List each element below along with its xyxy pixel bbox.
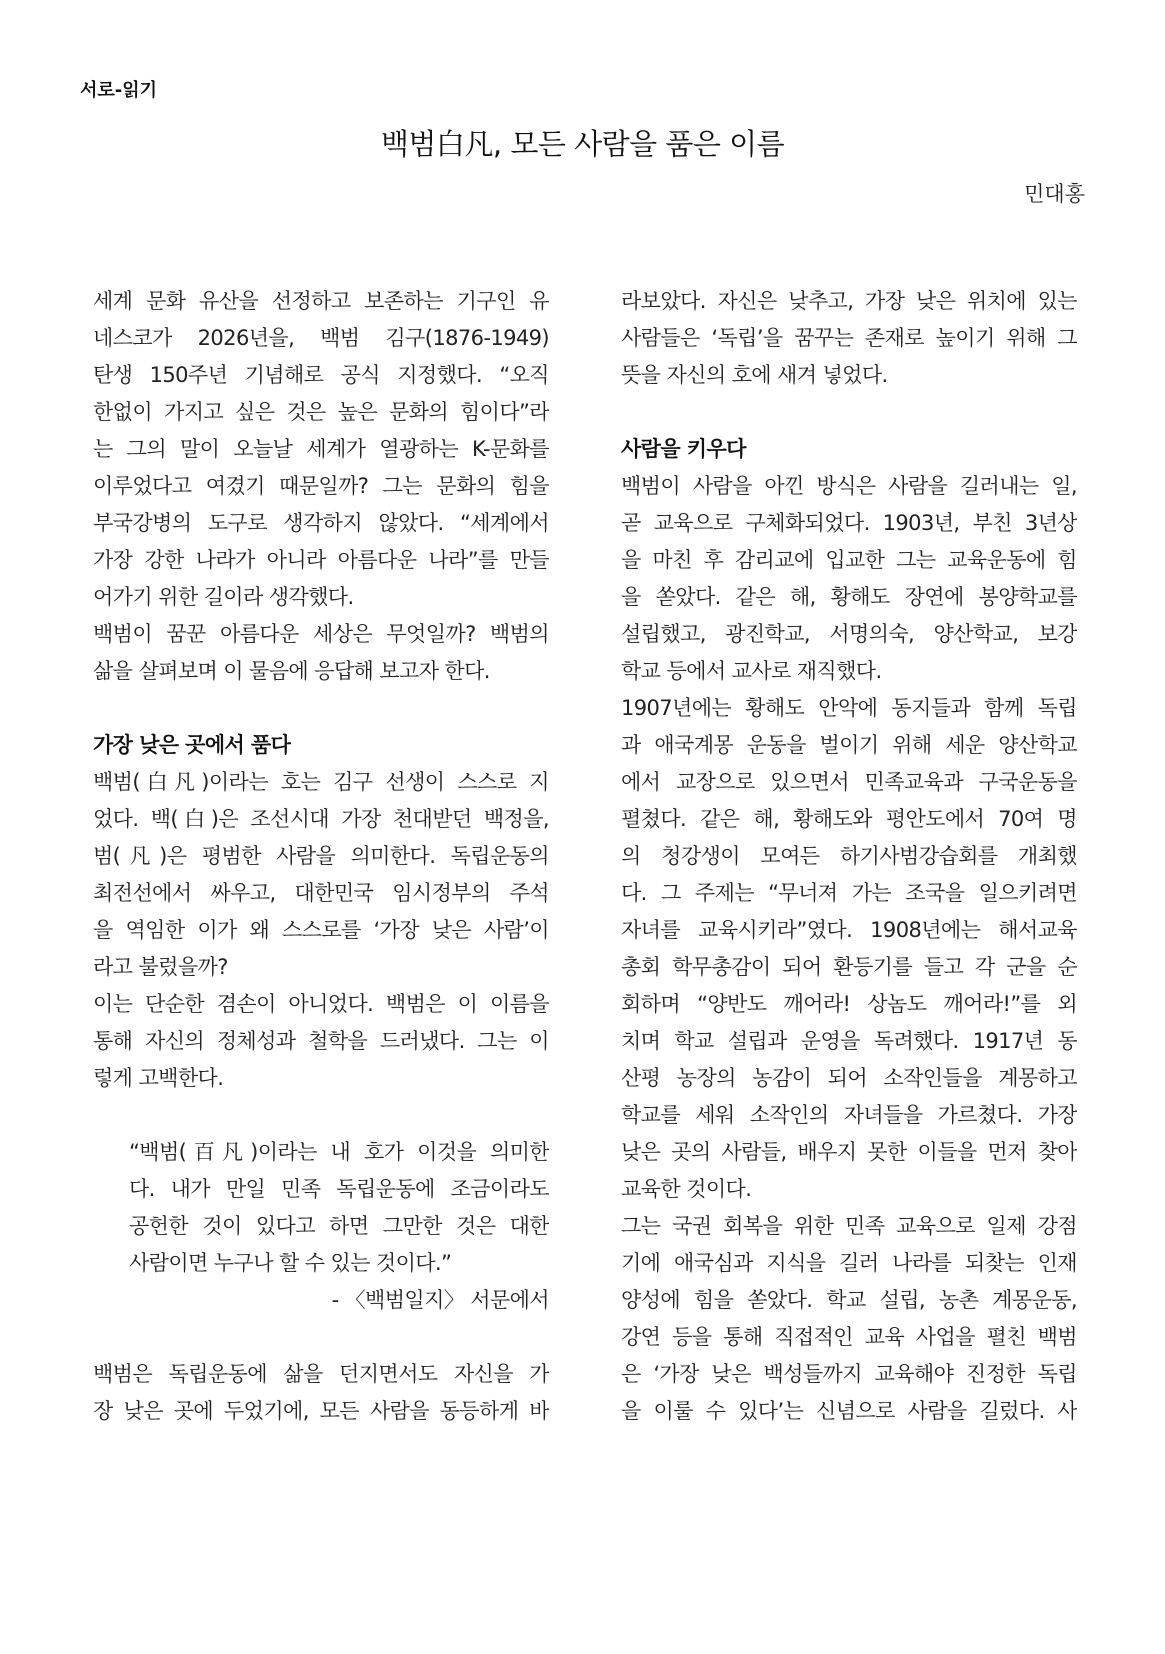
quote-line: 다. 내가 만일 민족 독립운동에 조금이라도 bbox=[129, 1177, 549, 1201]
quote-source: - 〈백범일지〉 서문에서 bbox=[331, 1288, 549, 1312]
text-line: 총회 학무총감이 되어 환등기를 들고 각 군을 순 bbox=[621, 955, 1077, 979]
text-line: 강연 등을 통해 직접적인 교육 사업을 펼친 백범 bbox=[621, 1325, 1077, 1349]
text-line: 산평 농장의 농감이 되어 소작인들을 계몽하고 bbox=[621, 1066, 1077, 1090]
text-line: 네스코가 2026년을, 백범 김구(1876-1949) bbox=[93, 326, 549, 350]
text-line: 설립했고, 광진학교, 서명의숙, 양산학교, 보강 bbox=[621, 622, 1077, 646]
text-line: 학교를 세워 소작인의 자녀들을 가르쳤다. 가장 bbox=[621, 1103, 1077, 1127]
text-line: 은 ‘가장 낮은 백성들까지 교육해야 진정한 독립 bbox=[621, 1362, 1077, 1386]
text-line: 회하며 “양반도 깨어라! 상놈도 깨어라!”를 외 bbox=[621, 992, 1077, 1016]
text-line: 백범이 꿈꾼 아름다운 세상은 무엇일까? 백범의 bbox=[93, 622, 549, 646]
text-line: 가장 강한 나라가 아니라 아름다운 나라”를 만들 bbox=[93, 548, 549, 572]
text-line: 치며 학교 설립과 운영을 독려했다. 1917년 동 bbox=[621, 1029, 1077, 1053]
text-line: 을 이룰 수 있다’는 신념으로 사람을 길렀다. 사 bbox=[621, 1399, 1077, 1423]
section-heading: 사람을 키우다 bbox=[621, 437, 746, 461]
text-line: 최전선에서 싸우고, 대한민국 임시정부의 주석 bbox=[93, 881, 549, 905]
text-line: 양성에 힘을 쏟았다. 학교 설립, 농촌 계몽운동, bbox=[621, 1288, 1077, 1312]
right-column bbox=[621, 283, 1077, 1430]
text-line: 기에 애국심과 지식을 길러 나라를 되찾는 인재 bbox=[621, 1251, 1077, 1275]
section-label: 서로-읽기 bbox=[80, 80, 158, 101]
text-line: 는 그의 말이 오늘날 세계가 열광하는 K-문화를 bbox=[93, 437, 549, 461]
text-line: 1907년에는 황해도 안악에 동지들과 함께 독립 bbox=[621, 696, 1077, 720]
text-line: 삶을 살펴보며 이 물음에 응답해 보고자 한다. bbox=[93, 659, 490, 683]
text-line: 백범(白凡)이라는 호는 김구 선생이 스스로 지 bbox=[93, 770, 549, 794]
text-line: 렇게 고백한다. bbox=[93, 1066, 224, 1090]
paragraph bbox=[93, 283, 549, 616]
paragraph bbox=[93, 1356, 549, 1430]
quote-line: 사람이면 누구나 할 수 있는 것이다.” bbox=[129, 1251, 452, 1275]
text-line: 곧 교육으로 구체화되었다. 1903년, 부친 3년상 bbox=[621, 511, 1077, 535]
block-quote bbox=[93, 1134, 549, 1319]
text-line: 펼쳤다. 같은 해, 황해도와 평안도에서 70여 명 bbox=[621, 807, 1077, 831]
paragraph bbox=[621, 690, 1077, 1208]
paragraph bbox=[93, 764, 549, 986]
paragraph bbox=[93, 616, 549, 690]
text-line: 었다. 백(白)은 조선시대 가장 천대받던 백정을, bbox=[93, 807, 549, 831]
article-title: 백범白凡, 모든 사람을 품은 이름 bbox=[380, 127, 785, 161]
text-line: 뜻을 자신의 호에 새겨 넣었다. bbox=[621, 363, 888, 387]
text-line: 백범이 사람을 아낀 방식은 사람을 길러내는 일, bbox=[621, 474, 1077, 498]
text-line: 이루었다고 여겼기 때문일까? 그는 문화의 힘을 bbox=[93, 474, 549, 498]
text-line: 백범은 독립운동에 삶을 던지면서도 자신을 가 bbox=[93, 1362, 549, 1386]
text-line: 교육한 것이다. bbox=[621, 1177, 752, 1201]
text-line: 낮은 곳의 사람들, 배우지 못한 이들을 먼저 찾아 bbox=[621, 1140, 1077, 1164]
text-line: 장 낮은 곳에 두었기에, 모든 사람을 동등하게 바 bbox=[93, 1399, 549, 1423]
text-line: 한없이 가지고 싶은 것은 높은 문화의 힘이다”라 bbox=[93, 400, 549, 424]
quote-line: “백범(百凡)이라는 내 호가 이것을 의미한 bbox=[129, 1140, 549, 1164]
paragraph bbox=[621, 1208, 1077, 1430]
text-line: 사람들은 ‘독립’을 꿈꾸는 존재로 높이기 위해 그 bbox=[621, 326, 1077, 350]
text-line: 의 청강생이 모여든 하기사범강습회를 개최했 bbox=[621, 844, 1077, 868]
text-line: 이는 단순한 겸손이 아니었다. 백범은 이 이름을 bbox=[93, 992, 549, 1016]
paragraph bbox=[621, 468, 1077, 690]
text-line: 을 역임한 이가 왜 스스로를 ‘가장 낮은 사람’이 bbox=[93, 918, 549, 942]
quote-line: 공헌한 것이 있다고 하면 그만한 것은 대한 bbox=[129, 1214, 549, 1238]
text-line: 을 쏟았다. 같은 해, 황해도 장연에 봉양학교를 bbox=[621, 585, 1077, 609]
text-line: 라보았다. 자신은 낮추고, 가장 낮은 위치에 있는 bbox=[621, 289, 1077, 313]
author-name: 민대홍 bbox=[1024, 182, 1085, 206]
text-line: 어가기 위한 길이라 생각했다. bbox=[93, 585, 354, 609]
left-column bbox=[93, 283, 549, 1430]
text-line: 에서 교장으로 있으면서 민족교육과 구국운동을 bbox=[621, 770, 1077, 794]
text-line: 범(凡)은 평범한 사람을 의미한다. 독립운동의 bbox=[93, 844, 549, 868]
text-line: 부국강병의 도구로 생각하지 않았다. “세계에서 bbox=[93, 511, 549, 535]
paragraph bbox=[93, 986, 549, 1097]
text-line: 통해 자신의 정체성과 철학을 드러냈다. 그는 이 bbox=[93, 1029, 549, 1053]
text-line: 다. 그 주제는 “무너져 가는 조국을 일으키려면 bbox=[621, 881, 1077, 905]
text-line: 과 애국계몽 운동을 벌이기 위해 세운 양산학교 bbox=[621, 733, 1077, 757]
text-line: 자녀를 교육시키라”였다. 1908년에는 해서교육 bbox=[621, 918, 1077, 942]
text-line: 그는 국권 회복을 위한 민족 교육으로 일제 강점 bbox=[621, 1214, 1077, 1238]
text-line: 라고 불렀을까? bbox=[93, 955, 228, 979]
text-line: 을 마친 후 감리교에 입교한 그는 교육운동에 힘 bbox=[621, 548, 1077, 572]
section-heading: 가장 낮은 곳에서 품다 bbox=[93, 733, 291, 757]
text-line: 세계 문화 유산을 선정하고 보존하는 기구인 유 bbox=[93, 289, 549, 313]
paragraph bbox=[621, 283, 1077, 394]
text-line: 학교 등에서 교사로 재직했다. bbox=[621, 659, 882, 683]
text-line: 탄생 150주년 기념해로 공식 지정했다. “오직 bbox=[93, 363, 549, 387]
